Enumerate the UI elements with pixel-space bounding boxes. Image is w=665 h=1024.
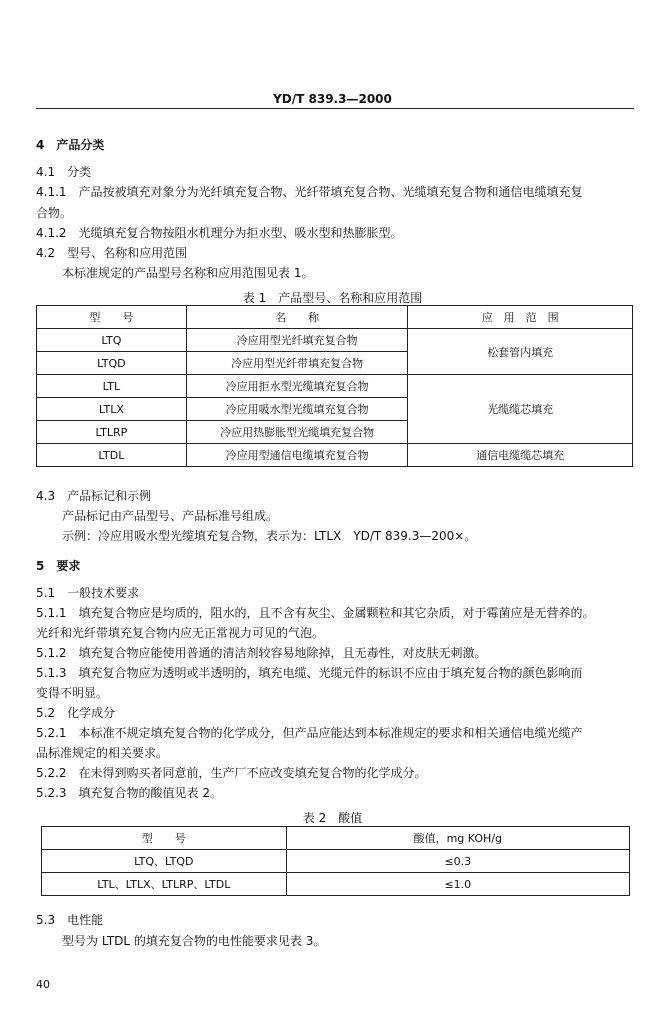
table1-cell-model: LTQ bbox=[37, 329, 187, 352]
table1-header-scope: 应 用 范 围 bbox=[408, 306, 633, 329]
header-rule bbox=[36, 108, 634, 109]
table1-cell-scope: 松套管内填充 bbox=[408, 329, 633, 375]
section-5-1-3-line1: 5.1.3 填充复合物应为透明或半透明的，填充电缆、光缆元件的标识不应由于填充复合物的颜色影响而 bbox=[36, 666, 583, 680]
section-5-2-2: 5.2.2 在未得到购买者同意前，生产厂不应改变填充复合物的化学成分。 bbox=[36, 766, 427, 780]
table2-caption: 表 2 酸值 bbox=[302, 811, 363, 825]
section-4-3-body1: 产品标记由产品型号、产品标准号组成。 bbox=[62, 509, 279, 523]
table2-cell-model: LTQ、LTQD bbox=[42, 850, 287, 873]
section-4-1-1-line2: 合物。 bbox=[36, 206, 73, 220]
section-5-3-body: 型号为 LTDL 的填充复合物的电性能要求见表 3。 bbox=[62, 934, 326, 948]
section-5-2-1-line2: 品标准规定的相关要求。 bbox=[36, 746, 169, 760]
table2-header-row bbox=[42, 827, 630, 850]
section-5-1-2: 5.1.2 填充复合物应能使用普通的清洁剂较容易地除掉，且无毒性，对皮肤无刺激。 bbox=[36, 646, 487, 660]
table1-cell-name: 冷应用型光纤带填充复合物 bbox=[186, 352, 408, 375]
section-4-2: 4.2 型号、名称和应用范围 bbox=[36, 246, 188, 260]
table-row bbox=[37, 329, 633, 352]
table1-cell-name: 冷应用型通信电缆填充复合物 bbox=[186, 444, 408, 467]
standard-header: YD/T 839.3—2000 bbox=[273, 92, 392, 106]
section-5-2-3: 5.2.3 填充复合物的酸值见表 2。 bbox=[36, 786, 222, 800]
table1-caption: 表 1 产品型号、名称和应用范围 bbox=[242, 291, 423, 305]
table2-cell-acid-value: ≤1.0 bbox=[286, 873, 629, 896]
table2-cell-model: LTL、LTLX、LTLRP、LTDL bbox=[42, 873, 287, 896]
table1-cell-model: LTLRP bbox=[37, 421, 187, 444]
section-5-1-3-line2: 变得不明显。 bbox=[36, 686, 109, 700]
table1-cell-name: 冷应用拒水型光缆填充复合物 bbox=[186, 375, 408, 398]
table2-cell-acid-value: ≤0.3 bbox=[286, 850, 629, 873]
table1-header-row bbox=[37, 306, 633, 329]
table1-cell-scope: 通信电缆缆芯填充 bbox=[408, 444, 633, 467]
table1-cell-name: 冷应用型光纤填充复合物 bbox=[186, 329, 408, 352]
table1-cell-model: LTL bbox=[37, 375, 187, 398]
table-row bbox=[42, 873, 630, 896]
section-4-1-2: 4.1.2 光缆填充复合物按阻水机理分为拒水型、吸水型和热膨胀型。 bbox=[36, 226, 403, 240]
section-5-3: 5.3 电性能 bbox=[36, 913, 104, 927]
table1-cell-scope: 光缆缆芯填充 bbox=[408, 375, 633, 444]
table1-header-name: 名 称 bbox=[186, 306, 408, 329]
section-4-2-body: 本标准规定的产品型号名称和应用范围见表 1。 bbox=[62, 266, 314, 280]
table-row bbox=[37, 444, 633, 467]
section-5-2-1-line1: 5.2.1 本标准不规定填充复合物的化学成分，但产品应能达到本标准规定的要求和相关通信电缆光缆产 bbox=[36, 726, 583, 740]
table1-cell-model: LTLX bbox=[37, 398, 187, 421]
section-4-3: 4.3 产品标记和示例 bbox=[36, 489, 152, 503]
table1-header-model: 型 号 bbox=[37, 306, 187, 329]
table-row bbox=[37, 375, 633, 398]
table1-cell-model: LTQD bbox=[37, 352, 187, 375]
table-row bbox=[42, 850, 630, 873]
page-number: 40 bbox=[36, 978, 50, 991]
section-5-1-1-line1: 5.1.1 填充复合物应是均质的，阻水的，且不含有灰尘、金属颗粒和其它杂质，对于霉菌应是无营养的。 bbox=[36, 606, 595, 620]
table1-cell-name: 冷应用热膨胀型光缆填充复合物 bbox=[186, 421, 408, 444]
section-4-1-1-line1: 4.1.1 产品按被填充对象分为光纤填充复合物、光纤带填充复合物、光缆填充复合物和通信电缆填充复 bbox=[36, 185, 583, 199]
table2-header-model: 型 号 bbox=[42, 827, 287, 850]
table1-cell-model: LTDL bbox=[37, 444, 187, 467]
table1 bbox=[36, 305, 633, 467]
section-5-1-1-line2: 光纤和光纤带填充复合物内应无正常视力可见的气泡。 bbox=[36, 626, 325, 640]
section-5-1: 5.1 一般技术要求 bbox=[36, 586, 140, 600]
section-5-title: 5 要求 bbox=[36, 559, 81, 573]
table2 bbox=[41, 826, 630, 896]
section-4-3-body2: 示例：冷应用吸水型光缆填充复合物，表示为：LTLX YD/T 839.3—200×。 bbox=[62, 529, 477, 543]
section-5-2: 5.2 化学成分 bbox=[36, 706, 116, 720]
table1-cell-name: 冷应用吸水型光缆填充复合物 bbox=[186, 398, 408, 421]
section-4-title: 4 产品分类 bbox=[36, 138, 105, 152]
section-4-1: 4.1 分类 bbox=[36, 165, 92, 179]
table2-header-acid-value: 酸值，mg KOH/g bbox=[286, 827, 629, 850]
